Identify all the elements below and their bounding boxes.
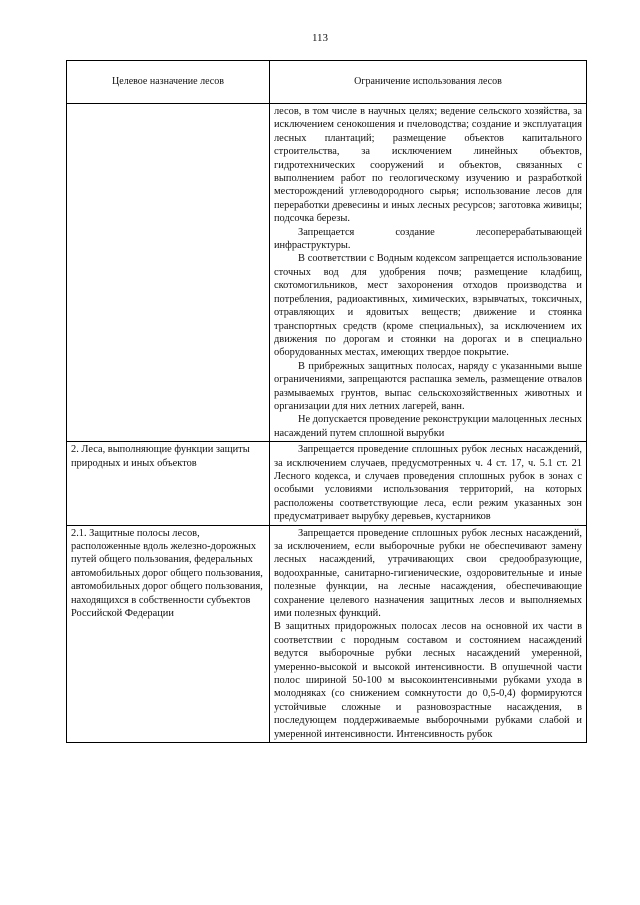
forest-purpose-cell: 2.1. Защитные полосы лесов, расположенные вдоль железно-дорожных путей общего пользования, федеральных автомобильных дорог общего пользования, автомобильных дорог общего пользования, находящихся в собственности субъектов Российской Федерации [67, 525, 270, 743]
restriction-paragraph: Запрещается создание лесоперерабатывающей инфраструктуры. [274, 226, 582, 252]
restriction-cell [270, 442, 587, 525]
restriction-paragraph: В соответствии с Водным кодексом запрещается использование сточных вод для удобрения почв; размещение кладбищ, скотомогильников, мест захоронения отходов производства и потребления, радиоактивных, химических, взрывчатых, токсичных, отравляющих и ядовитых веществ; движение и стоянка транспортных средств (кроме специальных), за исключением их движения по дорогам и стоянки на дорогах и в специально оборудованных местах, имеющих твердое покрытие. [274, 253, 582, 359]
header-usage-restriction: Ограничение использования лесов [270, 61, 587, 104]
table-header-row [67, 61, 587, 104]
restriction-paragraph: лесов, в том числе в научных целях; ведение сельского хозяйства, за исключением сенокошения и пчеловодства; создание и эксплуатация лесных плантаций; размещение объектов капитального строительства, за исключением линейных объектов, гидротехнических сооружений и объектов, связанных с выполнением работ по геологическому изучению и разработкой месторождений углеводородного сырья; использование лесов для переработки древесины и иных лесных ресурсов; заготовка живицы; подсочка березы. [274, 106, 582, 225]
table-row [67, 442, 587, 525]
header-forest-purpose: Целевое назначение лесов [67, 61, 270, 104]
forest-purpose-cell [67, 104, 270, 442]
restrictions-table [66, 60, 587, 743]
restriction-paragraph: Запрещается проведение сплошных рубок лесных насаждений, за исключением случаев, предусмотренных ч. 4 ст. 17, ч. 5.1 ст. 21 Лесного кодекса, и случаев проведения сплошных рубок в зонах с особыми условиями использования территорий, на которых расположены соответствующие леса, если режим указанных зон предусматривает вырубку деревьев, кустарников [274, 444, 582, 523]
restriction-paragraph: В прибрежных защитных полосах, наряду с указанными выше ограничениями, запрещаются распашка земель, размещение отвалов размываемых грунтов, выпас сельскохозяйственных животных и организации для них летних лагерей, ванн. [274, 360, 582, 412]
table-row [67, 104, 587, 442]
page-number: 113 [311, 32, 329, 44]
restriction-paragraph: Запрещается проведение сплошных рубок лесных насаждений, за исключением, если выборочные рубки не обеспечивают замену лесных насаждений, утрачивающих свои средообразующие, водоохранные, санитарно-гигиенические, оздоровительные и иные полезные функции, на лесные насаждения, обеспечивающие сохранение целевого назначения защитных лесов и выполняемых ими полезных функций. [274, 527, 582, 620]
forest-purpose-cell: 2. Леса, выполняющие функции защиты природных и иных объектов [67, 442, 270, 525]
restriction-paragraph: Не допускается проведение реконструкции малоценных лесных насаждений путем сплошной вырубки [274, 414, 582, 439]
restriction-paragraph: В защитных придорожных полосах лесов на основной их части в соответствии с породным составом и состоянием насаждений ведутся выборочные рубки лесных насаждений умеренной, умеренно-высокой и высокой интенсивности. В опушечной части полос шириной 50-100 м высокоинтенсивными рубками ухода в молодняках (со снижением сомкнутости до 0,5-0,4) формируются устойчивые сложные и разновозрастные насаждения, в последующем поддерживаемые выборочными рубками слабой и умеренной интенсивности. Интенсивность рубок [274, 621, 582, 740]
restriction-cell [270, 525, 587, 743]
table-row [67, 525, 587, 743]
restriction-cell [270, 104, 587, 442]
